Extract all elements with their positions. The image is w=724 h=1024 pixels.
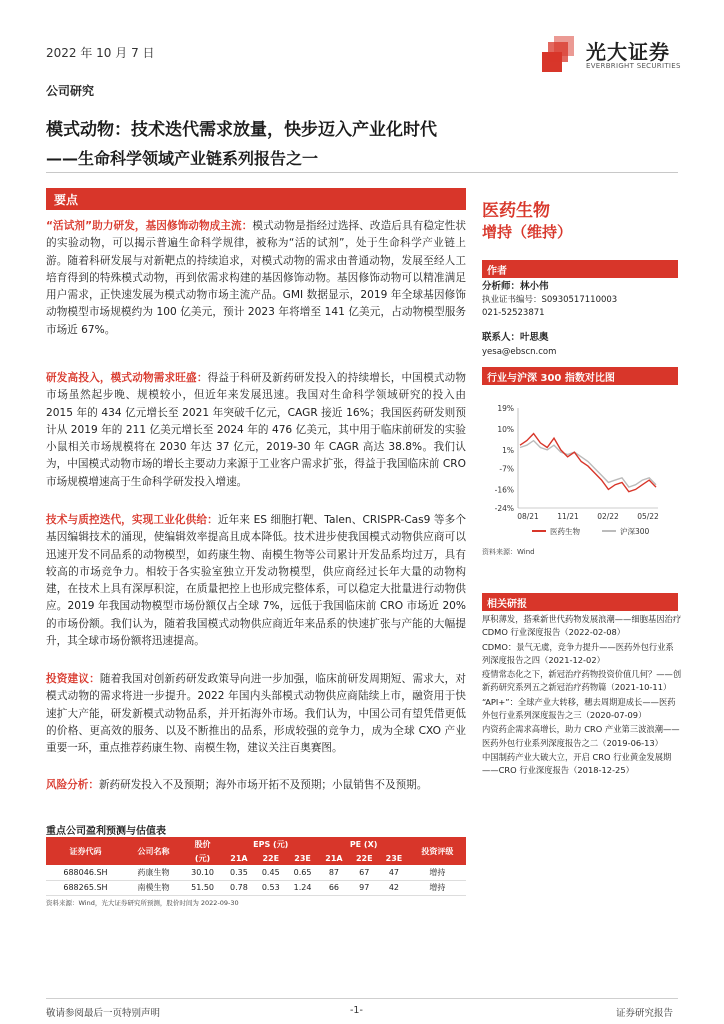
- chart-header: [482, 367, 678, 385]
- cell-name: 南模生物: [125, 880, 182, 895]
- index-comparison-chart: [482, 400, 682, 550]
- brand-logo: [540, 34, 690, 78]
- key-points-header: [46, 188, 466, 210]
- key-point-heading: 研发高投入，模式动物需求旺盛：: [46, 372, 208, 384]
- cell-eps: 0.35: [223, 865, 255, 880]
- col-header-name: 公司名称: [125, 837, 182, 865]
- col-header-year: 21A: [223, 851, 255, 865]
- sector-rating: 增持（维持）: [482, 223, 573, 241]
- report-date: 2022 年 10 月 7 日: [46, 46, 155, 60]
- analyst-phone: 021-52523871: [482, 308, 545, 318]
- col-header-year: 23E: [379, 851, 409, 865]
- footer-report-type: 证券研究报告: [616, 1008, 674, 1019]
- col-header-year: 23E: [287, 851, 319, 865]
- footer-disclaimer: 敬请参阅最后一页特别声明: [46, 1008, 161, 1019]
- col-header-year: 21A: [318, 851, 349, 865]
- key-point-paragraph: [46, 370, 466, 491]
- cell-eps: 0.45: [255, 865, 287, 880]
- table-source-note: 资料来源：Wind，光大证券研究所预测，股价时间为 2022-09-30: [46, 899, 239, 907]
- y-tick-label: 10%: [497, 424, 514, 434]
- y-tick-label: 19%: [497, 404, 514, 413]
- y-tick-label: -16%: [494, 485, 514, 495]
- research-item[interactable]: 内资药企需求高增长，助力 CRO 产业第三波浪潮——医药外包行业系列深度报告之二（2019-06-13）: [482, 724, 680, 748]
- y-tick-label: 1%: [502, 445, 514, 455]
- forecast-table-title: 重点公司盈利预测与估值表: [46, 826, 166, 837]
- key-point-text: 得益于科研及新药研发投入的持续增长，中国模式动物市场虽然起步晚、规模较小，但近年来发展迅速。我国对生命科学领域研究的投入由 2015 年的 434 亿元增长至 2021 年突破千亿元，CAGR 接近 16%；我国医药研发则预计从 2019 年的 211 亿美元增长至 2024 年的 476 亿美元，其中用于临床前研发的实验小鼠相关市场规模将在 2030 年达 37 亿元，2019-30 年 CAGR 高达 38.8%。我们认为，中国模式动物市场的增长主要动力来源于工业客户需求扩张，得益于我国临床前 CRO 市场规模增速高于生命科学研发投入增速。: [46, 372, 466, 488]
- title-divider: [46, 172, 678, 173]
- page-number: -1-: [350, 1005, 363, 1016]
- table-row: [46, 880, 466, 895]
- x-tick-label: 08/21: [517, 512, 539, 521]
- report-subtitle: ——生命科学领域产业链系列报告之一: [46, 149, 319, 168]
- chart-source-note: 资料来源：Wind: [482, 548, 535, 556]
- key-point-paragraph: [46, 512, 466, 650]
- col-header-year: 22E: [349, 851, 379, 865]
- logo-chinese-name: 光大证券: [586, 40, 670, 64]
- cell-pe: 97: [349, 880, 379, 895]
- cell-rating: 增持: [409, 865, 466, 880]
- cell-eps: 1.24: [287, 880, 319, 895]
- chart-label: 行业与沪深 300 指数对比图: [487, 373, 615, 384]
- cell-pe: 42: [379, 880, 409, 895]
- analyst-license: 执业证书编号：S0930517110003: [482, 295, 618, 305]
- key-point-paragraph: [46, 777, 466, 794]
- col-header-code: 证券代码: [46, 837, 125, 865]
- research-item[interactable]: 中国制药产业大破大立，开启 CRO 行业黄金发展期——CRO 行业深度报告（2018-12-25）: [482, 751, 672, 776]
- cell-rating: 增持: [409, 880, 466, 895]
- cell-price: 51.50: [182, 880, 223, 895]
- col-header-price: 股价: [182, 837, 223, 851]
- cell-eps: 0.78: [223, 880, 255, 895]
- key-point-paragraph: [46, 218, 466, 339]
- research-item[interactable]: 厚积薄发，搭乘新世代药物发展浪潮——细胞基因治疗 CDMO 行业深度报告（2022-02-08）: [482, 614, 682, 638]
- contact-email[interactable]: yesa@ebscn.com: [482, 347, 557, 357]
- cell-code: 688046.SH: [46, 865, 125, 880]
- related-research-header: [482, 593, 678, 611]
- key-point-text: 新药研发投入不及预期；海外市场开拓不及预期；小鼠销售不及预期。: [98, 779, 428, 791]
- cell-price: 30.10: [182, 865, 223, 880]
- y-tick-label: -7%: [499, 464, 514, 474]
- related-research-label: 相关研报: [487, 599, 527, 610]
- key-point-heading: 技术与质控迭代，实现工业化供给：: [46, 514, 218, 526]
- key-points-label: 要点: [54, 193, 79, 207]
- research-item[interactable]: “API+”：全球产业大转移，穗去周期迎成长——医药外包行业系列深度报告之三（2020-07-09）: [482, 696, 676, 721]
- cell-pe: 47: [379, 865, 409, 880]
- series-line-sector: [520, 434, 656, 492]
- key-point-heading: 投资建议：: [46, 673, 100, 685]
- y-tick-label: -24%: [494, 504, 514, 513]
- footer-divider: [46, 998, 678, 999]
- x-tick-label: 05/22: [637, 512, 659, 521]
- key-point-text: 模式动物是指经过选择、改造后具有稳定性状的实验动物，可以揭示普遍生命科学规律，被称为“活的试剂”，处于生命科学产业链上游。随着科研发展与对新靶点的持续追求，对模式动物的需求由普通动物，发展至经人工培育得到的特殊模式动物，再到依需求构建的基因修饰动物。基因修饰动物可以精准满足用户需求，正快速发展为模式动物市场主流产品。GMI 数据显示，2019 年全球基因修饰动物模型市场规模约为 100 亿美元，预计 2023 年将增至 141 亿美元，占动物模型服务市场近 67%。: [46, 220, 466, 336]
- col-header-rating: 投资评级: [409, 837, 466, 865]
- research-item[interactable]: CDMO：景气无虞，竞争力提升——医药外包行业系列深度报告之四（2021-12-02）: [482, 641, 674, 665]
- cell-eps: 0.65: [287, 865, 319, 880]
- table-row: [46, 865, 466, 880]
- key-point-paragraph: [46, 671, 466, 757]
- cell-eps: 0.53: [255, 880, 287, 895]
- key-point-heading: “活试剂”助力研发，基因修饰动物成主流：: [46, 220, 253, 232]
- col-header-eps: EPS (元): [223, 837, 318, 851]
- legend-label: 医药生物: [550, 527, 580, 536]
- cell-pe: 67: [349, 865, 379, 880]
- col-header-pe: PE (X): [318, 837, 408, 851]
- key-point-text: 近年来 ES 细胞打靶、Talen、CRISPR-Cas9 等多个基因编辑技术的涌现，使编辑效率提高且成本降低。技术进步使我国模式动物供应商可以迅速开发不同品系的动物模型，如药康生物、南模生物等公司累计开发品系均过万，具有较高的市场竞争力。相较于各实验室独立开发动物模型，供应商经过长年大量的动物构建，在技术上具有深厚积淀，在质量把控上也形成完整体系，可以稳定大批量进行动物供应。2019 年我国动物模型市场份额仅占全球 7%，远低于我国临床前 CRO 市场近 20%的市场份额。我们认为，随着我国模式动物供应商近年来品系的快速扩张与产能的大幅提升，其全球市场份额将迅速提高。: [46, 514, 466, 648]
- cell-pe: 66: [318, 880, 349, 895]
- everbright-logo-icon: [540, 34, 580, 74]
- contact-name: 联系人：叶思奥: [482, 332, 549, 343]
- related-research-list: [482, 613, 682, 779]
- author-header: [482, 260, 678, 278]
- report-type: 公司研究: [46, 84, 95, 98]
- col-header-year: 22E: [255, 851, 287, 865]
- col-header-price-unit: (元): [182, 851, 223, 865]
- series-line-hs300: [520, 441, 656, 488]
- cell-name: 药康生物: [125, 865, 182, 880]
- key-point-heading: 风险分析：: [46, 779, 99, 791]
- cell-pe: 87: [318, 865, 349, 880]
- research-item[interactable]: 疫情常态化之下，新冠治疗药物投资价值几何？——创新药研究系列五之新冠治疗药物篇（2021-10-11）: [482, 669, 682, 693]
- analyst-name: 分析师：林小伟: [482, 281, 549, 292]
- forecast-table: [46, 837, 466, 896]
- x-tick-label: 02/22: [597, 512, 619, 521]
- author-label: 作者: [487, 266, 507, 277]
- sector-name: 医药生物: [482, 201, 550, 221]
- x-tick-label: 11/21: [557, 512, 579, 521]
- logo-english-name: EVERBRIGHT SECURITIES: [586, 62, 681, 70]
- cell-code: 688265.SH: [46, 880, 125, 895]
- key-point-text: 随着我国对创新药研发政策导向进一步加强，临床前研发周期短、需求大，对模式动物的需求将进一步提升。2022 年国内头部模式动物供应商陆续上市，融资用于快速扩大产能，研发新模式动物品系，并开拓海外市场。我们认为，中国公司有望凭借更低的价格、更高效的服务、以及不断推出的品系，形成较强的竞争力，成为全球 CXO 产业重要一环，重点推荐药康生物、南模生物，建议关注百奥赛图。: [46, 673, 467, 755]
- report-title: 模式动物：技术迭代需求放量，快步迈入产业化时代: [46, 120, 437, 140]
- legend-label: 沪深300: [620, 527, 650, 536]
